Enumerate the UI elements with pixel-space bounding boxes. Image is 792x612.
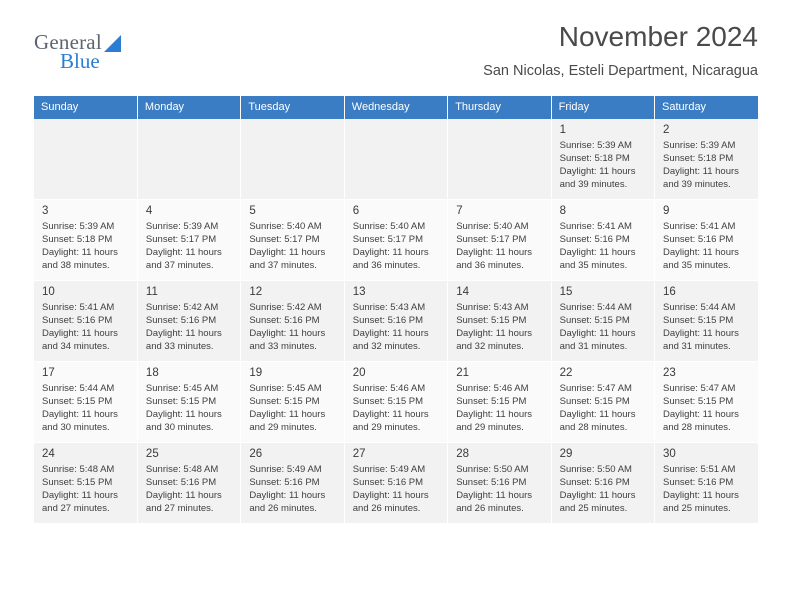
day-detail-line: Daylight: 11 hours — [456, 409, 533, 421]
day-detail-line: Sunset: 5:15 PM — [352, 396, 423, 407]
day-detail-line: Sunrise: 5:43 AM — [352, 301, 426, 313]
day-detail-line: Sunset: 5:15 PM — [559, 315, 630, 326]
calendar-body — [34, 119, 758, 524]
day-detail-line: Daylight: 11 hours — [352, 247, 429, 259]
day-detail-line: Sunset: 5:16 PM — [145, 315, 217, 326]
day-detail-line: Daylight: 11 hours — [42, 490, 118, 502]
day-detail-line: and 30 minutes. — [42, 422, 110, 434]
day-detail-line: Sunset: 5:16 PM — [663, 234, 734, 245]
calendar-day-cell[interactable] — [34, 442, 137, 523]
calendar-day-cell[interactable] — [34, 361, 137, 442]
day-detail-line: and 29 minutes. — [249, 422, 317, 434]
weekday-header-row — [34, 96, 758, 119]
day-detail-line: Daylight: 11 hours — [145, 409, 222, 421]
day-detail-line: Daylight: 11 hours — [145, 328, 222, 340]
day-detail-line: Sunset: 5:15 PM — [456, 396, 527, 407]
day-detail-line: and 26 minutes. — [456, 503, 524, 515]
day-detail-line: and 33 minutes. — [145, 341, 214, 353]
generalblue-logo — [34, 22, 121, 72]
page-header — [34, 22, 758, 79]
day-detail-line: and 31 minutes. — [559, 341, 628, 353]
day-detail-line: and 34 minutes. — [42, 341, 110, 353]
calendar-cell-content — [345, 200, 447, 277]
calendar-table — [34, 96, 758, 524]
day-number: 18 — [145, 366, 159, 379]
calendar-day-cell[interactable] — [655, 361, 758, 442]
calendar-cell-content — [448, 443, 550, 520]
day-detail-line: and 26 minutes. — [249, 503, 317, 515]
day-detail-line: and 36 minutes. — [352, 260, 421, 272]
day-number: 2 — [663, 123, 670, 136]
day-detail-line: Sunrise: 5:40 AM — [456, 220, 529, 232]
day-detail-line: Daylight: 11 hours — [249, 409, 326, 421]
day-number: 29 — [559, 447, 573, 460]
day-detail-line: Daylight: 11 hours — [249, 328, 326, 340]
calendar-day-cell[interactable] — [344, 442, 447, 523]
calendar-cell-content — [552, 443, 654, 520]
day-detail-line: and 31 minutes. — [663, 341, 731, 353]
day-detail-line: and 39 minutes. — [559, 179, 628, 191]
day-detail-line: Daylight: 11 hours — [559, 166, 636, 178]
day-detail-line: Daylight: 11 hours — [145, 490, 222, 502]
day-detail-line: Sunset: 5:16 PM — [663, 477, 734, 488]
calendar-week-row — [34, 442, 758, 523]
day-number: 14 — [456, 285, 469, 298]
calendar-cell-content — [138, 281, 240, 358]
day-detail-line: Sunrise: 5:49 AM — [249, 463, 322, 475]
day-number: 7 — [456, 204, 463, 217]
day-detail-line: Sunset: 5:15 PM — [42, 477, 113, 488]
day-number: 20 — [352, 366, 366, 379]
day-number: 5 — [249, 204, 256, 217]
day-detail-line: Sunset: 5:16 PM — [352, 477, 423, 488]
day-detail-line: and 25 minutes. — [663, 503, 731, 515]
calendar-cell-content — [448, 281, 550, 358]
calendar-empty-cell — [448, 119, 551, 200]
weekday-header-tuesday: Tuesday — [241, 96, 344, 119]
calendar-day-cell[interactable] — [34, 280, 137, 361]
calendar-cell-content — [345, 281, 447, 358]
calendar-week-row — [34, 119, 758, 200]
day-detail-line: and 27 minutes. — [42, 503, 110, 515]
weekday-header-saturday: Saturday — [655, 96, 758, 119]
day-detail-line: Daylight: 11 hours — [145, 247, 222, 259]
calendar-cell-content — [448, 362, 550, 439]
day-detail-line: Daylight: 11 hours — [456, 247, 533, 259]
calendar-cell-content — [138, 443, 240, 520]
calendar-cell-content — [448, 200, 550, 277]
calendar-cell-content — [655, 281, 758, 358]
calendar-day-cell[interactable] — [344, 280, 447, 361]
day-detail-line: Daylight: 11 hours — [249, 490, 326, 502]
calendar-cell-content — [655, 443, 758, 520]
calendar-day-cell[interactable] — [448, 442, 551, 523]
day-detail-line: and 33 minutes. — [249, 341, 317, 353]
day-number: 1 — [559, 123, 567, 136]
day-number: 13 — [352, 285, 366, 298]
day-detail-line: and 37 minutes. — [249, 260, 317, 272]
day-number: 30 — [663, 447, 676, 460]
day-detail-line: Sunrise: 5:45 AM — [145, 382, 219, 394]
day-detail-line: Sunset: 5:15 PM — [663, 396, 734, 407]
day-detail-line: Sunset: 5:15 PM — [249, 396, 320, 407]
day-detail-line: and 25 minutes. — [559, 503, 628, 515]
day-number: 25 — [145, 447, 159, 460]
calendar-day-cell[interactable] — [551, 280, 654, 361]
day-detail-line: Daylight: 11 hours — [42, 409, 118, 421]
calendar-week-row — [34, 199, 758, 280]
logo-text-general: General — [34, 30, 102, 54]
calendar-day-cell[interactable] — [344, 361, 447, 442]
title-block — [483, 22, 758, 79]
calendar-cell-content — [34, 281, 137, 358]
calendar-empty-cell — [241, 119, 344, 200]
day-detail-line: and 35 minutes. — [559, 260, 628, 272]
day-detail-line: Daylight: 11 hours — [456, 490, 533, 502]
day-detail-line: Sunrise: 5:42 AM — [145, 301, 219, 313]
logo-text-blue: Blue — [60, 49, 100, 73]
weekday-header-friday: Friday — [551, 96, 654, 119]
weekday-header-monday: Monday — [137, 96, 240, 119]
day-number: 21 — [456, 366, 469, 379]
calendar-cell-content — [345, 443, 447, 520]
day-number: 26 — [249, 447, 263, 460]
weekday-header-thursday: Thursday — [448, 96, 551, 119]
day-detail-line: Sunrise: 5:43 AM — [456, 301, 529, 313]
day-detail-line: Sunrise: 5:46 AM — [352, 382, 426, 394]
day-detail-line: and 35 minutes. — [663, 260, 731, 272]
calendar-day-cell[interactable] — [448, 361, 551, 442]
page-title: November 2024 — [558, 21, 758, 52]
day-detail-line: Daylight: 11 hours — [352, 490, 429, 502]
calendar-cell-content — [34, 200, 137, 277]
day-detail-line: Sunrise: 5:48 AM — [145, 463, 219, 475]
day-detail-line: Sunset: 5:18 PM — [559, 153, 630, 164]
day-detail-line: Sunrise: 5:49 AM — [352, 463, 426, 475]
day-detail-line: and 38 minutes. — [42, 260, 110, 272]
logo-triangle-icon — [104, 35, 121, 52]
day-detail-line: Sunset: 5:16 PM — [249, 315, 320, 326]
day-number: 9 — [663, 204, 670, 217]
day-detail-line: Sunrise: 5:44 AM — [42, 382, 115, 394]
day-detail-line: and 32 minutes. — [456, 341, 524, 353]
day-detail-line: and 39 minutes. — [663, 179, 731, 191]
calendar-week-row — [34, 280, 758, 361]
day-detail-line: Sunrise: 5:40 AM — [249, 220, 322, 232]
calendar-cell-content — [655, 362, 758, 439]
day-detail-line: Sunset: 5:17 PM — [249, 234, 320, 245]
calendar-day-cell[interactable] — [448, 199, 551, 280]
day-number: 27 — [352, 447, 366, 460]
day-detail-line: Sunset: 5:18 PM — [42, 234, 113, 245]
calendar-day-cell[interactable] — [655, 280, 758, 361]
calendar-day-cell[interactable] — [655, 199, 758, 280]
day-detail-line: Sunset: 5:15 PM — [42, 396, 113, 407]
calendar-cell-content — [34, 119, 137, 198]
day-detail-line: Daylight: 11 hours — [663, 328, 739, 340]
calendar-day-cell[interactable] — [551, 119, 654, 200]
calendar-cell-content — [552, 200, 654, 277]
calendar-cell-content — [34, 362, 137, 439]
calendar-cell-content — [34, 443, 137, 520]
day-number: 22 — [559, 366, 573, 379]
day-detail-line: Sunset: 5:16 PM — [249, 477, 320, 488]
day-detail-line: and 36 minutes. — [456, 260, 524, 272]
calendar-day-cell[interactable] — [137, 361, 240, 442]
day-detail-line: Sunrise: 5:42 AM — [249, 301, 322, 313]
day-detail-line: and 32 minutes. — [352, 341, 421, 353]
day-number: 6 — [352, 204, 360, 217]
day-number: 28 — [456, 447, 469, 460]
calendar-cell-content — [138, 119, 240, 198]
calendar-day-cell[interactable] — [241, 442, 344, 523]
day-detail-line: Sunset: 5:16 PM — [145, 477, 217, 488]
day-detail-line: Sunset: 5:16 PM — [352, 315, 423, 326]
calendar-day-cell[interactable] — [241, 280, 344, 361]
calendar-day-cell[interactable] — [241, 199, 344, 280]
day-detail-line: Daylight: 11 hours — [663, 490, 739, 502]
day-detail-line: Sunset: 5:16 PM — [456, 477, 527, 488]
day-detail-line: and 29 minutes. — [456, 422, 524, 434]
day-detail-line: Daylight: 11 hours — [42, 247, 118, 259]
day-detail-line: Sunrise: 5:50 AM — [559, 463, 632, 475]
calendar-cell-content — [241, 281, 343, 358]
day-detail-line: Sunset: 5:16 PM — [559, 234, 630, 245]
day-detail-line: Sunset: 5:15 PM — [145, 396, 217, 407]
day-detail-line: Daylight: 11 hours — [663, 247, 739, 259]
calendar-cell-content — [448, 119, 550, 198]
day-number: 12 — [249, 285, 263, 298]
day-detail-line: Daylight: 11 hours — [249, 247, 326, 259]
day-detail-line: Sunset: 5:15 PM — [559, 396, 630, 407]
day-detail-line: Daylight: 11 hours — [352, 409, 429, 421]
day-detail-line: Sunset: 5:17 PM — [145, 234, 217, 245]
calendar-day-cell[interactable] — [34, 199, 137, 280]
day-detail-line: and 30 minutes. — [145, 422, 214, 434]
day-detail-line: Daylight: 11 hours — [663, 409, 739, 421]
calendar-day-cell[interactable] — [551, 199, 654, 280]
day-detail-line: Sunrise: 5:51 AM — [663, 463, 736, 475]
calendar-day-cell[interactable] — [551, 442, 654, 523]
calendar-day-cell[interactable] — [448, 280, 551, 361]
day-detail-line: Sunrise: 5:39 AM — [145, 220, 219, 232]
calendar-empty-cell — [137, 119, 240, 200]
calendar-cell-content — [241, 119, 343, 198]
day-number: 4 — [145, 204, 153, 217]
calendar-cell-content — [552, 362, 654, 439]
calendar-day-cell[interactable] — [137, 280, 240, 361]
day-detail-line: Sunrise: 5:44 AM — [663, 301, 736, 313]
calendar-cell-content — [552, 119, 654, 196]
day-detail-line: Sunrise: 5:45 AM — [249, 382, 322, 394]
weekday-header-wednesday: Wednesday — [344, 96, 447, 119]
day-number: 19 — [249, 366, 263, 379]
day-detail-line: Sunset: 5:15 PM — [456, 315, 527, 326]
calendar-cell-content — [138, 362, 240, 439]
calendar-cell-content — [552, 281, 654, 358]
calendar-day-cell[interactable] — [241, 361, 344, 442]
day-detail-line: Sunrise: 5:44 AM — [559, 301, 632, 313]
day-detail-line: Daylight: 11 hours — [663, 166, 739, 178]
day-number: 11 — [145, 285, 158, 298]
calendar-empty-cell — [34, 119, 137, 200]
day-detail-line: Sunrise: 5:50 AM — [456, 463, 529, 475]
day-detail-line: Daylight: 11 hours — [559, 409, 636, 421]
calendar-day-cell[interactable] — [551, 361, 654, 442]
location-subtitle: San Nicolas, Esteli Department, Nicaragua — [483, 62, 758, 79]
day-detail-line: Sunrise: 5:41 AM — [663, 220, 736, 232]
day-detail-line: and 27 minutes. — [145, 503, 214, 515]
calendar-cell-content — [345, 119, 447, 198]
day-detail-line: and 28 minutes. — [559, 422, 628, 434]
day-number: 24 — [42, 447, 55, 460]
day-detail-line: Sunrise: 5:40 AM — [352, 220, 426, 232]
day-number: 8 — [559, 204, 567, 217]
calendar-cell-content — [138, 200, 240, 277]
calendar-day-cell[interactable] — [344, 199, 447, 280]
day-detail-line: Sunrise: 5:46 AM — [456, 382, 529, 394]
day-detail-line: Sunset: 5:16 PM — [559, 477, 630, 488]
weekday-header-sunday: Sunday — [34, 96, 137, 119]
day-detail-line: and 37 minutes. — [145, 260, 214, 272]
calendar-week-row — [34, 361, 758, 442]
day-detail-line: Sunrise: 5:39 AM — [559, 139, 632, 151]
day-detail-line: Sunset: 5:18 PM — [663, 153, 734, 164]
day-detail-line: Daylight: 11 hours — [42, 328, 118, 340]
day-detail-line: Daylight: 11 hours — [456, 328, 533, 340]
calendar-day-cell[interactable] — [655, 442, 758, 523]
day-detail-line: Sunrise: 5:47 AM — [559, 382, 632, 394]
day-number: 3 — [42, 204, 49, 217]
calendar-day-cell[interactable] — [137, 199, 240, 280]
calendar-day-cell[interactable] — [137, 442, 240, 523]
day-detail-line: Sunset: 5:15 PM — [663, 315, 734, 326]
day-detail-line: Sunrise: 5:41 AM — [42, 301, 115, 313]
calendar-cell-content — [241, 362, 343, 439]
day-detail-line: and 26 minutes. — [352, 503, 421, 515]
day-detail-line: Sunrise: 5:39 AM — [42, 220, 115, 232]
calendar-cell-content — [345, 362, 447, 439]
day-detail-line: and 28 minutes. — [663, 422, 731, 434]
calendar-day-cell[interactable] — [655, 119, 758, 200]
day-number: 23 — [663, 366, 676, 379]
calendar-cell-content — [241, 443, 343, 520]
day-number: 16 — [663, 285, 676, 298]
day-detail-line: Sunset: 5:17 PM — [456, 234, 527, 245]
day-number: 17 — [42, 366, 55, 379]
day-detail-line: Sunset: 5:17 PM — [352, 234, 423, 245]
calendar-cell-content — [655, 200, 758, 277]
calendar-empty-cell — [344, 119, 447, 200]
day-detail-line: Daylight: 11 hours — [559, 328, 636, 340]
day-detail-line: Sunset: 5:16 PM — [42, 315, 113, 326]
day-detail-line: Sunrise: 5:47 AM — [663, 382, 736, 394]
day-detail-line: Daylight: 11 hours — [559, 247, 636, 259]
day-detail-line: Sunrise: 5:39 AM — [663, 139, 736, 151]
day-detail-line: and 29 minutes. — [352, 422, 421, 434]
day-detail-line: Daylight: 11 hours — [352, 328, 429, 340]
day-detail-line: Daylight: 11 hours — [559, 490, 636, 502]
day-detail-line: Sunrise: 5:41 AM — [559, 220, 632, 232]
day-number: 15 — [559, 285, 573, 298]
day-number: 10 — [42, 285, 55, 298]
calendar-cell-content — [241, 200, 343, 277]
day-detail-line: Sunrise: 5:48 AM — [42, 463, 115, 475]
calendar-cell-content — [655, 119, 758, 196]
